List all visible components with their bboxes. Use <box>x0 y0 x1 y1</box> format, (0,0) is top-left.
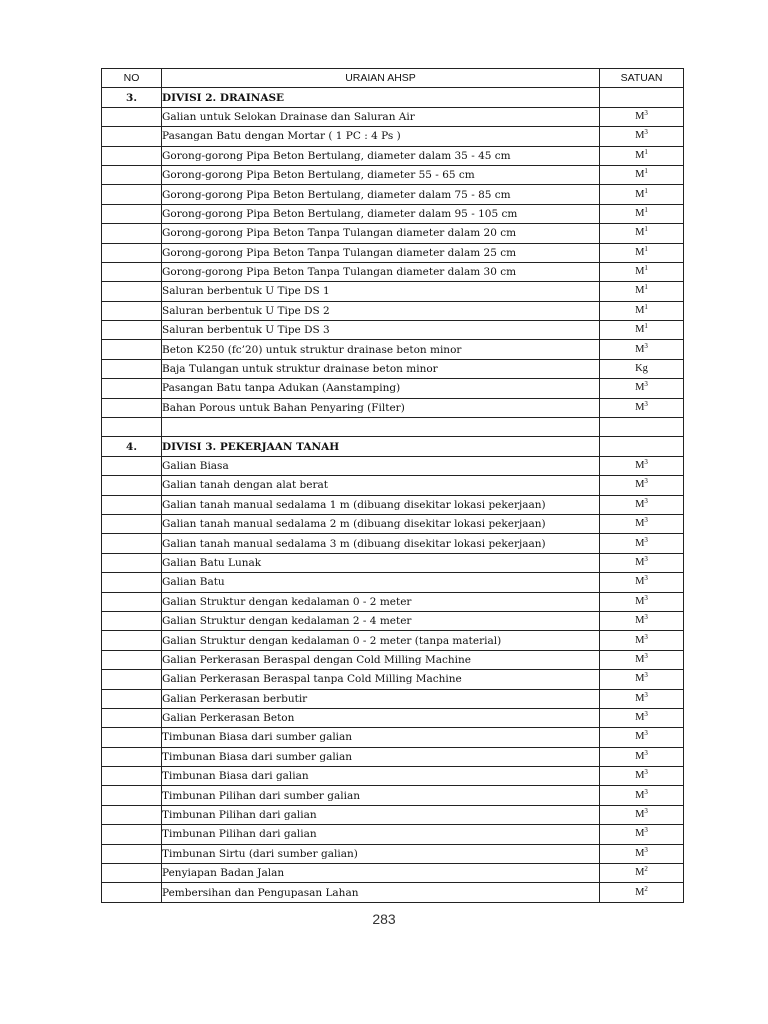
unit-exponent: 3 <box>644 651 648 660</box>
unit-exponent: 3 <box>644 710 648 719</box>
row-number <box>102 514 162 533</box>
table-body <box>102 88 684 902</box>
item-unit <box>600 418 684 437</box>
item-unit <box>600 534 684 553</box>
unit-exponent: 3 <box>644 807 648 816</box>
row-number <box>102 262 162 281</box>
table-row <box>102 146 684 165</box>
item-description: Galian Biasa <box>162 456 600 475</box>
item-description <box>162 418 600 437</box>
row-number <box>102 185 162 204</box>
unit-base: Kg <box>635 363 648 375</box>
unit-base: M <box>635 692 645 704</box>
item-description: Galian Perkerasan Beton <box>162 708 600 727</box>
unit-exponent: 3 <box>644 341 648 350</box>
table-header-row <box>102 69 684 88</box>
item-unit <box>600 398 684 417</box>
item-unit <box>600 204 684 223</box>
table-row <box>102 262 684 281</box>
item-unit <box>600 165 684 184</box>
unit-base: M <box>635 460 645 471</box>
item-unit <box>600 650 684 669</box>
unit-base: M <box>635 149 645 161</box>
item-description: Saluran berbentuk U Tipe DS 2 <box>162 301 600 320</box>
item-unit <box>600 437 684 456</box>
header-uraian: URAIAN AHSP <box>162 69 600 88</box>
item-description: Gorong-gorong Pipa Beton Bertulang, diameter 55 - 65 cm <box>162 165 600 184</box>
row-number <box>102 495 162 514</box>
unit-base: M <box>635 634 645 646</box>
unit-base: M <box>635 227 645 239</box>
unit-exponent: 2 <box>644 884 648 893</box>
unit-base: M <box>635 809 645 821</box>
row-number <box>102 476 162 495</box>
row-number: 3. <box>102 88 162 107</box>
row-number <box>102 418 162 437</box>
row-number <box>102 689 162 708</box>
item-unit <box>600 262 684 281</box>
item-description: Timbunan Biasa dari sumber galian <box>162 747 600 766</box>
unit-base: M <box>635 886 645 898</box>
unit-base: M <box>635 246 645 258</box>
table-row <box>102 107 684 126</box>
unit-exponent: 3 <box>644 554 648 563</box>
row-number <box>102 650 162 669</box>
table-row <box>102 844 684 863</box>
row-number <box>102 728 162 747</box>
table-row <box>102 514 684 533</box>
table-row <box>102 553 684 572</box>
table-row <box>102 825 684 844</box>
unit-base: M <box>635 266 645 278</box>
unit-base: M <box>635 712 645 724</box>
row-number: 4. <box>102 437 162 456</box>
item-description: Galian untuk Selokan Drainase dan Saluran Air <box>162 107 600 126</box>
unit-exponent: 3 <box>644 671 648 680</box>
row-number <box>102 534 162 553</box>
unit-base: M <box>635 207 645 219</box>
item-unit <box>600 553 684 572</box>
header-satuan: SATUAN <box>600 69 684 88</box>
division-heading: DIVISI 3. PEKERJAAN TANAH <box>162 437 600 456</box>
unit-exponent: 3 <box>644 613 648 622</box>
item-description: Galian Perkerasan berbutir <box>162 689 600 708</box>
unit-exponent: 3 <box>644 826 648 835</box>
unit-base: M <box>635 653 645 665</box>
table-row <box>102 340 684 359</box>
unit-base: M <box>635 343 645 355</box>
row-number <box>102 864 162 883</box>
item-unit <box>600 185 684 204</box>
table-row <box>102 631 684 650</box>
item-unit <box>600 747 684 766</box>
item-description: Galian Struktur dengan kedalaman 0 - 2 meter <box>162 592 600 611</box>
row-number <box>102 224 162 243</box>
unit-exponent: 2 <box>644 865 648 874</box>
item-description: Pembersihan dan Pengupasan Lahan <box>162 883 600 902</box>
unit-base: M <box>635 110 645 122</box>
row-number <box>102 165 162 184</box>
unit-base: M <box>635 498 645 510</box>
unit-exponent: 3 <box>644 768 648 777</box>
table-row <box>102 534 684 553</box>
unit-base: M <box>635 789 645 801</box>
unit-base: M <box>635 188 645 200</box>
row-number <box>102 379 162 398</box>
unit-base: M <box>635 673 645 685</box>
item-unit <box>600 340 684 359</box>
table-row <box>102 747 684 766</box>
unit-exponent: 3 <box>644 787 648 796</box>
unit-exponent: 3 <box>644 729 648 738</box>
unit-exponent: 1 <box>644 322 648 331</box>
table-row <box>102 883 684 902</box>
item-unit <box>600 767 684 786</box>
item-description: Pasangan Batu dengan Mortar ( 1 PC : 4 Ps ) <box>162 127 600 146</box>
row-number <box>102 844 162 863</box>
unit-exponent: 1 <box>644 186 648 195</box>
row-number <box>102 592 162 611</box>
item-description: Timbunan Pilihan dari sumber galian <box>162 786 600 805</box>
item-description: Galian tanah manual sedalama 3 m (dibuang disekitar lokasi pekerjaan) <box>162 534 600 553</box>
item-description: Beton K250 (fc’20) untuk struktur drainase beton minor <box>162 340 600 359</box>
row-number <box>102 631 162 650</box>
unit-base: M <box>635 537 645 549</box>
item-unit <box>600 592 684 611</box>
row-number <box>102 611 162 630</box>
row-number <box>102 883 162 902</box>
item-description: Gorong-gorong Pipa Beton Tanpa Tulangan diameter dalam 20 cm <box>162 224 600 243</box>
item-unit <box>600 611 684 630</box>
row-number <box>102 146 162 165</box>
unit-exponent: 3 <box>644 535 648 544</box>
item-unit <box>600 321 684 340</box>
item-description: Gorong-gorong Pipa Beton Bertulang, diameter dalam 75 - 85 cm <box>162 185 600 204</box>
item-unit <box>600 107 684 126</box>
row-number <box>102 359 162 378</box>
table-row <box>102 301 684 320</box>
unit-base: M <box>635 401 645 413</box>
table-row <box>102 321 684 340</box>
unit-base: M <box>635 285 645 297</box>
item-description: Galian tanah manual sedalama 2 m (dibuang disekitar lokasi pekerjaan) <box>162 514 600 533</box>
unit-base: M <box>635 595 645 607</box>
table-row <box>102 127 684 146</box>
item-description: Penyiapan Badan Jalan <box>162 864 600 883</box>
item-unit <box>600 883 684 902</box>
unit-exponent: 3 <box>644 380 648 389</box>
division-heading: DIVISI 2. DRAINASE <box>162 88 600 107</box>
table-row <box>102 650 684 669</box>
table-row <box>102 495 684 514</box>
unit-base: M <box>635 382 645 394</box>
table-row <box>102 418 684 437</box>
unit-base: M <box>635 518 645 530</box>
item-unit <box>600 670 684 689</box>
table-row <box>102 476 684 495</box>
item-description: Baja Tulangan untuk struktur drainase beton minor <box>162 359 600 378</box>
item-unit <box>600 514 684 533</box>
item-unit <box>600 476 684 495</box>
item-unit <box>600 728 684 747</box>
item-unit <box>600 786 684 805</box>
unit-base: M <box>635 304 645 316</box>
table-row <box>102 864 684 883</box>
unit-exponent: 1 <box>644 264 648 273</box>
unit-exponent: 3 <box>644 690 648 699</box>
ahsp-table <box>101 68 684 903</box>
row-number <box>102 456 162 475</box>
unit-exponent: 3 <box>644 593 648 602</box>
table-row <box>102 786 684 805</box>
table-row <box>102 708 684 727</box>
row-number <box>102 708 162 727</box>
item-description: Galian Batu <box>162 573 600 592</box>
item-description: Bahan Porous untuk Bahan Penyaring (Filter) <box>162 398 600 417</box>
page-number: 283 <box>372 911 396 927</box>
item-description: Pasangan Batu tanpa Adukan (Aanstamping) <box>162 379 600 398</box>
row-number <box>102 282 162 301</box>
table-row <box>102 165 684 184</box>
unit-exponent: 1 <box>644 283 648 292</box>
unit-exponent: 3 <box>644 477 648 486</box>
unit-exponent: 1 <box>644 244 648 253</box>
item-unit <box>600 844 684 863</box>
row-number <box>102 747 162 766</box>
table-row <box>102 592 684 611</box>
unit-exponent: 3 <box>644 632 648 641</box>
unit-exponent: 3 <box>644 496 648 505</box>
table-row <box>102 282 684 301</box>
item-description: Galian tanah dengan alat berat <box>162 476 600 495</box>
table-row <box>102 359 684 378</box>
unit-base: M <box>635 770 645 782</box>
item-unit <box>600 301 684 320</box>
unit-exponent: 3 <box>644 845 648 854</box>
row-number <box>102 107 162 126</box>
unit-exponent: 3 <box>644 574 648 583</box>
table-row <box>102 437 684 456</box>
table-row <box>102 611 684 630</box>
row-number <box>102 553 162 572</box>
row-number <box>102 301 162 320</box>
unit-exponent: 1 <box>644 147 648 156</box>
unit-exponent: 1 <box>644 225 648 234</box>
table-row <box>102 88 684 107</box>
table-row <box>102 689 684 708</box>
table-row <box>102 728 684 747</box>
header-no: NO <box>102 69 162 88</box>
item-unit <box>600 456 684 475</box>
unit-exponent: 3 <box>644 108 648 117</box>
item-description: Galian Batu Lunak <box>162 553 600 572</box>
item-description: Saluran berbentuk U Tipe DS 1 <box>162 282 600 301</box>
unit-base: M <box>635 750 645 762</box>
row-number <box>102 573 162 592</box>
table-row <box>102 243 684 262</box>
unit-base: M <box>635 324 645 336</box>
table-row <box>102 456 684 475</box>
unit-exponent: 3 <box>644 748 648 757</box>
item-description: Gorong-gorong Pipa Beton Bertulang, diameter dalam 95 - 105 cm <box>162 204 600 223</box>
item-unit <box>600 88 684 107</box>
row-number <box>102 805 162 824</box>
item-description: Gorong-gorong Pipa Beton Tanpa Tulangan diameter dalam 30 cm <box>162 262 600 281</box>
item-unit <box>600 379 684 398</box>
row-number <box>102 825 162 844</box>
unit-base: M <box>635 556 645 568</box>
unit-exponent: 3 <box>644 516 648 525</box>
table-row <box>102 224 684 243</box>
unit-base: M <box>635 828 645 840</box>
item-description: Timbunan Biasa dari galian <box>162 767 600 786</box>
item-description: Timbunan Pilihan dari galian <box>162 825 600 844</box>
unit-exponent: 1 <box>644 167 648 176</box>
unit-exponent: 3 <box>644 128 648 137</box>
item-description: Timbunan Pilihan dari galian <box>162 805 600 824</box>
row-number <box>102 204 162 223</box>
unit-base: M <box>635 847 645 859</box>
item-unit <box>600 127 684 146</box>
row-number <box>102 243 162 262</box>
item-description: Galian Perkerasan Beraspal tanpa Cold Milling Machine <box>162 670 600 689</box>
item-unit <box>600 573 684 592</box>
table-row <box>102 185 684 204</box>
row-number <box>102 398 162 417</box>
item-unit <box>600 631 684 650</box>
unit-base: M <box>635 130 645 142</box>
table-row <box>102 204 684 223</box>
unit-base: M <box>635 169 645 181</box>
item-description: Galian Perkerasan Beraspal dengan Cold Milling Machine <box>162 650 600 669</box>
table-row <box>102 398 684 417</box>
table-row <box>102 767 684 786</box>
row-number <box>102 786 162 805</box>
table-row <box>102 670 684 689</box>
item-unit <box>600 708 684 727</box>
item-unit <box>600 146 684 165</box>
item-unit <box>600 224 684 243</box>
unit-base: M <box>635 731 645 743</box>
item-description: Galian tanah manual sedalama 1 m (dibuang disekitar lokasi pekerjaan) <box>162 495 600 514</box>
unit-base: M <box>635 615 645 627</box>
table-row <box>102 805 684 824</box>
row-number <box>102 321 162 340</box>
item-description: Timbunan Biasa dari sumber galian <box>162 728 600 747</box>
row-number <box>102 340 162 359</box>
unit-base: M <box>635 867 645 879</box>
item-unit <box>600 689 684 708</box>
item-description: Gorong-gorong Pipa Beton Bertulang, diameter dalam 35 - 45 cm <box>162 146 600 165</box>
item-unit <box>600 243 684 262</box>
item-unit <box>600 359 684 378</box>
item-unit <box>600 864 684 883</box>
item-description: Timbunan Sirtu (dari sumber galian) <box>162 844 600 863</box>
row-number <box>102 767 162 786</box>
item-unit <box>600 825 684 844</box>
row-number <box>102 670 162 689</box>
unit-base: M <box>635 576 645 588</box>
unit-exponent: 1 <box>644 205 648 214</box>
item-description: Galian Struktur dengan kedalaman 0 - 2 meter (tanpa material) <box>162 631 600 650</box>
item-unit <box>600 495 684 514</box>
item-unit <box>600 282 684 301</box>
row-number <box>102 127 162 146</box>
table-row <box>102 379 684 398</box>
table-row <box>102 573 684 592</box>
item-description: Galian Struktur dengan kedalaman 2 - 4 meter <box>162 611 600 630</box>
unit-base: M <box>635 479 645 491</box>
item-unit <box>600 805 684 824</box>
unit-exponent: 1 <box>644 302 648 311</box>
unit-exponent: 3 <box>644 399 648 408</box>
item-description: Gorong-gorong Pipa Beton Tanpa Tulangan diameter dalam 25 cm <box>162 243 600 262</box>
unit-exponent: 3 <box>644 458 648 466</box>
item-description: Saluran berbentuk U Tipe DS 3 <box>162 321 600 340</box>
